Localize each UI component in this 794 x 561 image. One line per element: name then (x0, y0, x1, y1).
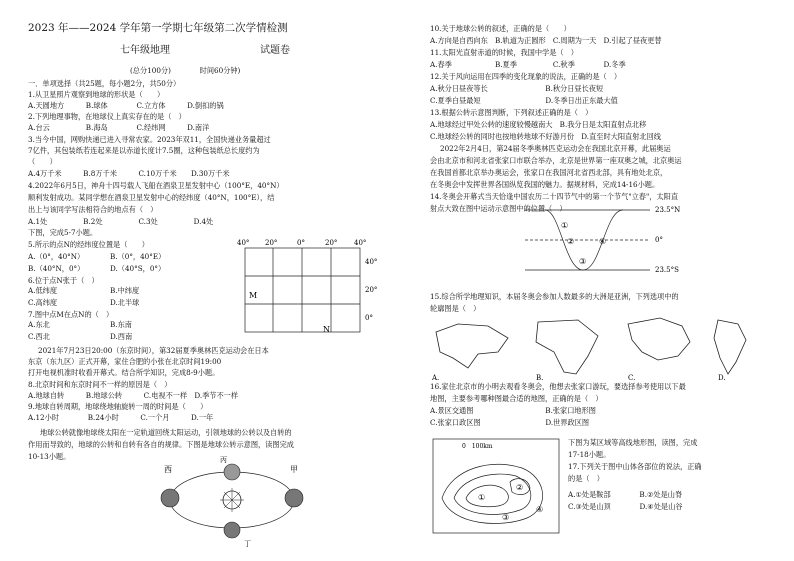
point-n: N (323, 325, 330, 334)
exam-title: 2023 年——2024 学年第一学期七年级第二次学情检测 (28, 22, 288, 34)
left-line: A.低纬度 (28, 286, 58, 295)
right-line: 16.家住北京市的小明去观看冬奥会，他想去张家口游玩，要选择参考使用以下最 (430, 382, 686, 391)
marker-2: ② (567, 237, 575, 246)
right-line: 11.太阳光直射赤道的时候，我国中学是（ ） (430, 48, 578, 57)
left-line: 下图，完成5-7小题。 (28, 228, 98, 237)
earth-orbit-figure (150, 450, 310, 550)
left-line: A.12小时 B.24小时 C.一个月 D.一年 (28, 413, 214, 422)
left-line: （ ） (28, 157, 57, 166)
contour-label-4: ④ (536, 505, 544, 514)
left-line: 7.图中点M在点N的（ ） (28, 310, 114, 319)
left-line: C.高纬度 (28, 298, 58, 307)
lat-23n: 23.5°N (655, 206, 681, 214)
right-line: A.春季 B.夏季 C.秋季 D.冬季 (430, 60, 626, 69)
right-line: 14.冬奥会开幕式当天恰逢中国农历二十四节气中的第一个节气"立春"，太阳直 (430, 192, 679, 201)
contour-scale: 0 100km (462, 443, 493, 450)
left-line: A.地球自转 B.地球公转 C.电视不一样 D.季节不一样 (28, 391, 239, 400)
left-line: 4.2022年6月5日，神舟十四号载人飞船在酒泉卫星发射中心（100°E，40°N） (28, 181, 284, 190)
continent-outlines (428, 312, 788, 382)
right-line: A.①处是鞍部 B.②处是山脊 (568, 490, 683, 499)
left-line: A.（0°，40°N） (28, 252, 85, 261)
right-line: 15.综合所学地理知识，本届冬奥会参加人数最多的大洲是亚洲，下列选项中的 (430, 292, 679, 301)
map-option-b: B. (536, 374, 544, 382)
right-line: 12.关于风向运用在四季的变化现象的说法，正确的是（ ） (430, 72, 622, 81)
grid-right-label: 40° (365, 258, 378, 266)
map-option-c: C. (628, 374, 636, 382)
right-line: C.张家口政区图 D.世界政区图 (430, 418, 590, 427)
grid-right-label: 20° (365, 286, 378, 294)
q6-option-d: D.北半球 (110, 298, 140, 307)
q7-option-b: B.东南 (110, 320, 132, 329)
orbit-label-ding: 丁 (244, 540, 251, 548)
orbit-label-bing: 丙 (220, 456, 227, 464)
left-line: 2021年7月23日20:00（东京时间），第32届夏季奥林匹克运动会在日本 (38, 346, 269, 355)
right-line: 13.根据公转示意图判断，下列叙述正确的是（ ） (430, 108, 593, 117)
left-line: B.（40°N，0°） (28, 264, 85, 273)
left-line: A.台云 B.海岛 C.经纬网 D.南洋 (28, 123, 210, 132)
q5-option-b: B.（0°，40°E） (110, 252, 166, 261)
map-option-d: D. (718, 374, 726, 382)
score-time: (总分100分) 时间60分钟) (130, 66, 241, 75)
right-line: 的是（ ） (568, 474, 604, 483)
left-line: 东京（东九区）正式开幕，家住合肥的小张在北京时间19:00 (28, 357, 222, 366)
contour-label-3: ③ (502, 513, 510, 522)
right-line: C.地球经公转的同时也按地转地球不好游月份 D.直至时大阳直射北回线 (430, 132, 661, 141)
left-line: 出上与该同学写法相符合的地点有（ ） (28, 205, 158, 214)
left-line: 一．单项选择（共25题，每小题2分，共50分） (28, 79, 181, 88)
lat-long-grid-figure (225, 236, 400, 346)
lat-23s: 23.5°S (655, 266, 679, 274)
paper-label: 试题卷 (260, 45, 290, 56)
left-line: 2.下列地理事物，在地球仪上真实存在的是（ ） (28, 112, 186, 121)
grid-top-label: 40° (237, 239, 250, 247)
right-line: A.秋分日昼夜等长 B.秋分日昼长夜短 (430, 84, 604, 93)
right-line: 10.关于地球公转的叙述，正确的是（ ） (430, 24, 571, 33)
right-line: C.夏季白昼最短 D.冬季日出正东最大值 (430, 96, 618, 105)
marker-3: ③ (579, 257, 587, 266)
right-line: 17.下列关于图中山体各部位的说法，正确 (568, 462, 702, 471)
left-line: A.1处 B.2处 C.3处 D.4处 (28, 217, 214, 226)
q5-option-d: D.（40°S，0°） (110, 264, 166, 273)
left-line: A.4万千米 B.8万千米 C.10万千米 D.30万千米 (28, 169, 230, 178)
grid-top-label: 20° (325, 239, 338, 247)
left-line: 作用而导致的，地球的公转和自转有各自的规律。下图是地球公转示意图，读图完成 (28, 440, 294, 449)
right-line: A.景区交通图 B.张家口地形图 (430, 406, 596, 415)
subject-label: 七年级地理 (120, 45, 170, 56)
right-line: 在冬奥会中发挥世界各国纵览我国的魅力。据规材料，完成14-16小题。 (430, 180, 660, 189)
orbit-label-west: 西 (164, 465, 172, 474)
grid-top-label: 40° (354, 239, 367, 247)
point-m: M (249, 291, 258, 300)
marker-4: ④ (599, 237, 607, 246)
right-line: 下图为某区域等高线地形图，读图，完成 (568, 438, 698, 447)
right-line: 2022年2月4日，第24届冬季奥林匹克运动会在我国北京开幕，此届奥运 (440, 144, 671, 153)
left-line: 8.北京时间和东京时间不一样的原因是（ ） (28, 380, 172, 389)
contour-map (432, 438, 560, 534)
map-option-a: A. (432, 374, 440, 382)
left-line: 5.所示的点N的经纬度位置是（ ） (28, 240, 149, 249)
contour-label-1: ① (478, 493, 486, 502)
left-line: 地球公转就像地球绕太阳在一定轨道回绕太阳运动，引领地球的公转以及自转的 (40, 428, 292, 437)
left-line: 9.地球自转周期，地球绕地轴旋转一周的时间是（ ） (28, 402, 208, 411)
right-line: A.方向是自西向东 B.轨道为正圆形 C.周期为一天 D.引起了昼夜更替 (430, 36, 662, 45)
contour-label-2: ② (516, 483, 524, 492)
right-line: 轮廓图是（ ） (430, 304, 481, 313)
right-line: 在我国首都北京举办奥运会，张家口在我国河北省西北部，具有地处北京， (430, 168, 668, 177)
right-line: 17-18小题。 (568, 450, 611, 459)
right-line: A.地球经过甲处公转的速度较慢越南大 B.我分日是太阳直射点北移 (430, 120, 647, 129)
q7-option-d: D.西南 (110, 332, 133, 341)
left-line: 6.位于点N张于（ ） (28, 276, 99, 285)
lat-0: 0° (655, 236, 663, 244)
left-line: 顺利发射成功。某同学想在酒泉卫星发射中心的经纬度（40°N，100°E），结 (28, 193, 275, 202)
right-line: 射点大致在图中运动示意图中的位置（ ） (430, 204, 567, 213)
left-line: 10-13小题。 (28, 452, 71, 461)
left-line: A.天圆地方 B.球体 C.立方体 D.倒扣的锅 (28, 101, 224, 110)
left-line: 1.从卫星照片观察到地球的形状是（ ） (28, 90, 165, 99)
left-line: 7亿件，其包装纸若连起来是以赤道长度计7.5圈，这种包装纸总长度约为 (28, 146, 260, 155)
orbit-label-jia: 甲 (290, 465, 298, 474)
right-line: 会由北京市和河北省张家口市联合举办，北京是世界第一座双奥之城，北京奥运 (430, 156, 682, 165)
marker-1: ① (561, 221, 569, 230)
grid-top-label: 20° (265, 239, 278, 247)
grid-top-label: 0° (297, 239, 305, 247)
left-line: 打开电视机准时收看开幕式。结合所学知识，完成8-9小题。 (28, 368, 220, 377)
direct-sun-point-figure (505, 202, 685, 282)
q6-option-b: B.中纬度 (110, 286, 140, 295)
right-line: 地图，主要参考哪种图最合适的地图，正确的是（ ） (430, 394, 603, 403)
grid-right-label: 0° (365, 314, 373, 322)
right-line: C.③处是山顶 D.④处是山谷 (568, 502, 683, 511)
left-line: A.东北 (28, 320, 50, 329)
left-line: 3.当今中国，网购快递已进入寻常农家。2023年双11，全国快递业务量超过 (28, 135, 271, 144)
left-line: C.西北 (28, 332, 50, 341)
